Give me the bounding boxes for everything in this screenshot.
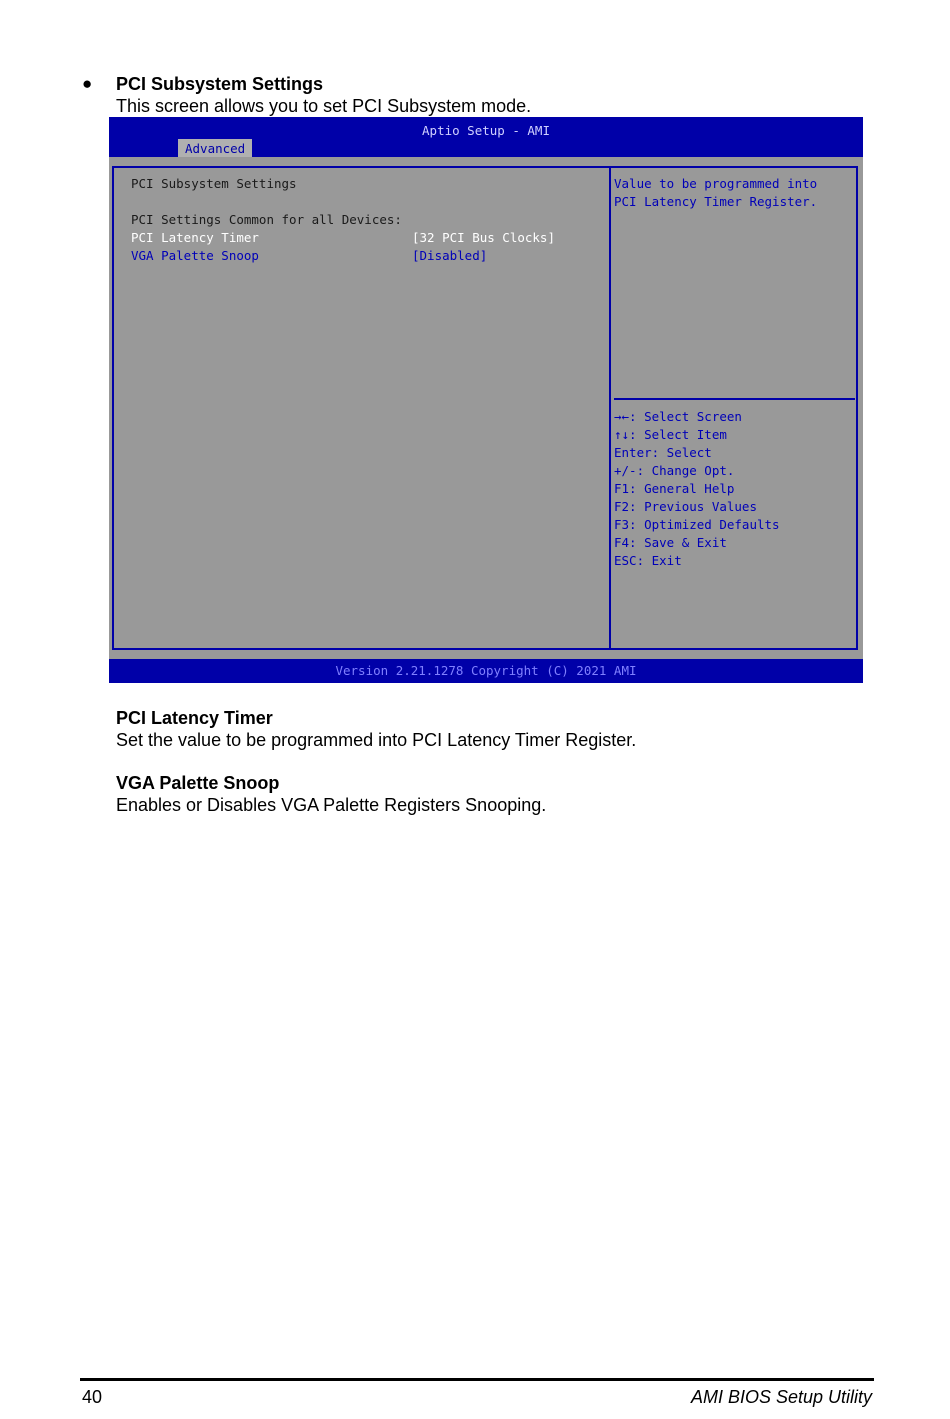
key-help-f2: F2: Previous Values bbox=[614, 499, 757, 514]
intro-description: This screen allows you to set PCI Subsystem mode. bbox=[116, 96, 532, 116]
bios-subheading: PCI Settings Common for all Devices: bbox=[131, 212, 402, 227]
key-help-enter: Enter: Select bbox=[614, 445, 712, 460]
section-title-vga-palette-snoop: VGA Palette Snoop bbox=[116, 773, 280, 793]
key-help-f1: F1: General Help bbox=[614, 481, 735, 496]
key-help-select-screen: →←: Select Screen bbox=[614, 409, 742, 424]
help-text-line: Value to be programmed into bbox=[614, 176, 818, 191]
help-separator bbox=[614, 398, 855, 400]
pci-latency-timer-label[interactable]: PCI Latency Timer bbox=[131, 230, 259, 245]
key-help-change-opt: +/-: Change Opt. bbox=[614, 463, 735, 478]
pci-latency-timer-value[interactable]: [32 PCI Bus Clocks] bbox=[412, 230, 555, 245]
vga-palette-snoop-label[interactable]: VGA Palette Snoop bbox=[131, 248, 259, 263]
footer-title: AMI BIOS Setup Utility bbox=[690, 1387, 872, 1407]
key-help-esc: ESC: Exit bbox=[614, 553, 682, 568]
bios-panel-divider bbox=[609, 166, 611, 650]
key-help-select-item: ↑↓: Select Item bbox=[614, 427, 727, 442]
footer-rule bbox=[80, 1378, 874, 1381]
intro-title: PCI Subsystem Settings bbox=[116, 74, 324, 94]
key-help-f3: F3: Optimized Defaults bbox=[614, 517, 780, 532]
bios-heading: PCI Subsystem Settings bbox=[131, 176, 297, 191]
key-help-f4: F4: Save & Exit bbox=[614, 535, 727, 550]
section-desc-pci-latency-timer: Set the value to be programmed into PCI Latency Timer Register. bbox=[116, 730, 637, 750]
bios-version: Version 2.21.1278 Copyright (C) 2021 AMI bbox=[335, 663, 637, 678]
page-number: 40 bbox=[82, 1387, 103, 1407]
help-text-line: PCI Latency Timer Register. bbox=[614, 194, 818, 209]
vga-palette-snoop-value[interactable]: [Disabled] bbox=[412, 248, 488, 263]
bios-screenshot bbox=[109, 117, 863, 683]
section-desc-vga-palette-snoop: Enables or Disables VGA Palette Registers Snooping. bbox=[116, 795, 547, 815]
bullet: ● bbox=[82, 74, 93, 93]
section-title-pci-latency-timer: PCI Latency Timer bbox=[116, 708, 273, 728]
tab-advanced[interactable]: Advanced bbox=[178, 139, 252, 157]
bios-app-title: Aptio Setup - AMI bbox=[422, 123, 550, 138]
